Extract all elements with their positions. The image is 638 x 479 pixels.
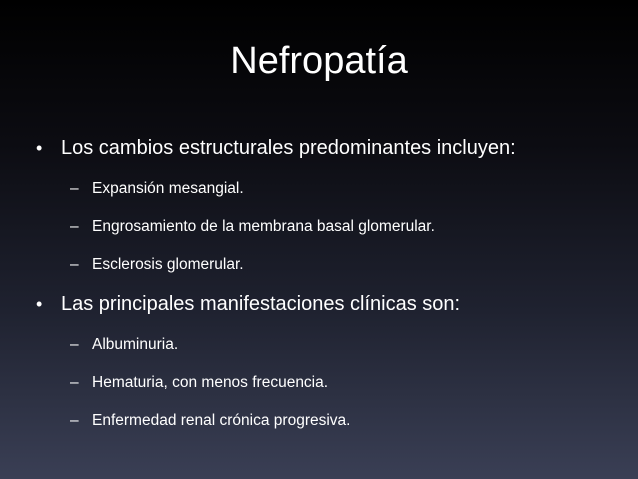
sub-item [70, 216, 616, 238]
sub-item-text: Expansión mesangial. [92, 180, 244, 197]
dash-marker: – [70, 412, 79, 429]
section-structural-changes [36, 134, 616, 276]
bullet-text: Las principales manifestaciones clínicas son: [61, 293, 461, 315]
sub-item [70, 178, 616, 200]
bullet-text: Los cambios estructurales predominantes incluyen: [61, 137, 516, 159]
dash-marker: – [70, 256, 79, 273]
bullet-marker: • [36, 138, 43, 158]
slide-title: Nefropatía [230, 40, 408, 82]
sub-item [70, 372, 616, 394]
bullet-item [36, 134, 616, 162]
section-clinical-manifestations [36, 290, 616, 432]
dash-marker: – [70, 180, 79, 197]
bullet-marker: • [36, 294, 43, 314]
sub-item-text: Albuminuria. [92, 336, 179, 353]
slide-content [36, 134, 616, 432]
sub-item [70, 410, 616, 432]
sub-item [70, 254, 616, 276]
sub-item [70, 334, 616, 356]
dash-marker: – [70, 218, 79, 235]
dash-marker: – [70, 374, 79, 391]
sub-item-text: Enfermedad renal crónica progresiva. [92, 412, 351, 429]
sub-item-text: Hematuria, con menos frecuencia. [92, 374, 329, 391]
sub-list [70, 334, 616, 432]
sub-list [70, 178, 616, 276]
dash-marker: – [70, 336, 79, 353]
sub-item-text: Esclerosis glomerular. [92, 256, 244, 273]
bullet-item [36, 290, 616, 318]
sub-item-text: Engrosamiento de la membrana basal glomerular. [92, 218, 435, 235]
